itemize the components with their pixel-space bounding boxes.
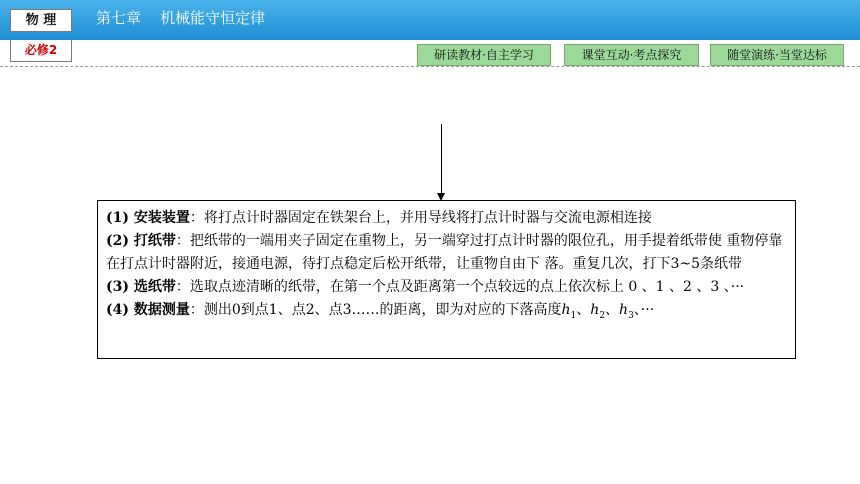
step-number: (4)	[106, 302, 134, 318]
step-number: (3)	[106, 279, 134, 295]
step-heading: 数据测量	[133, 302, 190, 318]
step-measure	[106, 299, 787, 322]
header-divider	[0, 66, 860, 67]
nav-button-explore[interactable]: 课堂互动·考点探究	[564, 44, 699, 66]
step-heading: 安装装置	[133, 210, 190, 226]
ellipsis: 、···	[633, 302, 655, 318]
height-symbol: h	[590, 302, 600, 318]
subscript: 1	[570, 310, 577, 321]
chapter-title: 第七章 机械能守恒定律	[96, 9, 266, 27]
step-text: ：测出0到点1、点2、点3……的距离，即为对应的下落高度	[189, 302, 562, 318]
step-number: (1)	[106, 210, 134, 226]
grade-tab: 必修2	[10, 40, 72, 62]
procedure-box	[97, 200, 796, 359]
step-heading: 打纸带	[133, 233, 176, 249]
separator: 、	[576, 302, 591, 318]
height-symbol: h	[619, 302, 629, 318]
height-symbol: h	[561, 302, 571, 318]
step-text: ：将打点计时器固定在铁架台上，并用导线将打点计时器与交流电源相连接	[189, 210, 652, 226]
step-select	[106, 276, 787, 299]
subscript: 3	[628, 310, 634, 321]
separator: 、	[605, 302, 620, 318]
arrow-shaft	[441, 124, 442, 196]
nav-button-practice[interactable]: 随堂演练·当堂达标	[710, 44, 844, 66]
subject-tab: 物 理	[10, 9, 72, 32]
nav-button-study[interactable]: 研读教材·自主学习	[417, 44, 551, 66]
step-tape	[106, 230, 787, 276]
step-text: ：选取点迹清晰的纸带，在第一个点及距离第一个点较远的点上依次标上 0 、1 、2 、3 、···	[175, 279, 745, 295]
subscript: 2	[599, 310, 606, 321]
step-heading: 选纸带	[133, 279, 176, 295]
step-install	[106, 207, 787, 230]
step-number: (2)	[106, 233, 134, 249]
step-text: ：把纸带的一端用夹子固定在重物上，另一端穿过打点计时器的限位孔，用手提着纸带使 重物停靠在打点计时器附近，接通电源，待打点稳定后松开纸带，让重物自由下 落。重复几次，打下3~5条纸带	[106, 233, 783, 272]
